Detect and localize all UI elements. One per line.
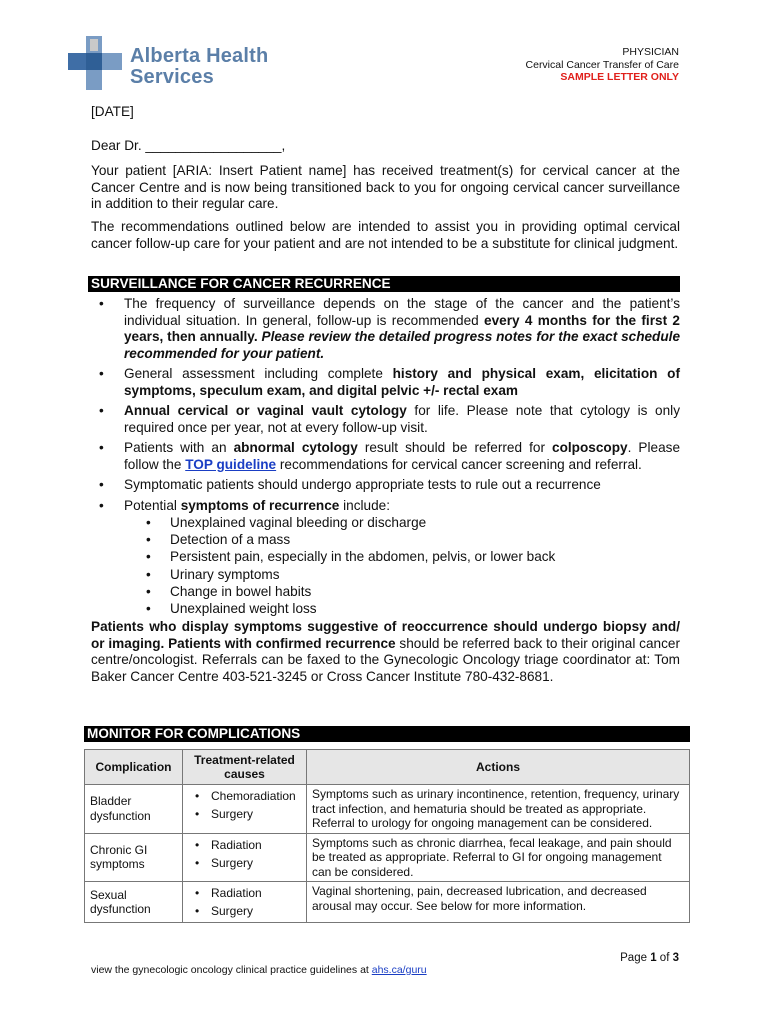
table-row — [85, 882, 690, 923]
table-row — [85, 833, 690, 882]
letter-date: [DATE] — [91, 104, 134, 119]
logo-line2: Services — [130, 66, 214, 88]
letter-para1: Your patient [ARIA: Insert Patient name] has received treatment(s) for cervical cancer at the Cancer Centre and is now being transitioned back to you for ongoing cervical cancer surveillance in addition to their regular care. — [91, 163, 680, 211]
complications-heading: MONITOR FOR COMPLICATIONS — [84, 726, 690, 742]
column-header: Actions — [307, 750, 690, 785]
footer-note: view the gynecologic oncology clinical practice guidelines at ahs.ca/guru — [91, 964, 427, 976]
header-role: PHYSICIAN — [622, 46, 679, 58]
column-header: Complication — [85, 750, 183, 785]
referral-paragraph: Patients who display symptoms suggestive of reoccurrence should undergo biopsy and/ or imaging. Patients with confirmed recurrence should be referred back to their original cancer centre/oncologist. Referrals can be faxed to the Gynecologic Oncology triage coordinator at: Tom Baker Cancer Centre 403-521-3245 or Cross Cancer Institute 780-432-8681. — [91, 619, 680, 684]
table-header-row — [85, 750, 690, 785]
actions-cell: Symptoms such as chronic diarrhea, fecal leakage, and pain should be treated as appropriate. Referral to GI for ongoing management can be considered. — [307, 833, 690, 882]
header-subject: Cervical Cancer Transfer of Care — [525, 58, 679, 71]
complications-table — [84, 749, 690, 923]
surveillance-section — [91, 296, 680, 685]
letter-para2: The recommendations outlined below are intended to assist you in providing optimal cervical cancer follow-up care for your patient and are not intended to be a substitute for clinical judgment. — [91, 219, 680, 251]
actions-cell: Vaginal shortening, pain, decreased lubrication, and decreased arousal may occur. See below for more information. — [307, 882, 690, 923]
causes-cell: • Radiation • Surgery — [183, 833, 307, 882]
symptom-item: • Persistent pain, especially in the abdomen, pelvis, or lower back — [91, 548, 680, 565]
symptom-item: • Detection of a mass — [91, 531, 680, 548]
symptom-item: • Unexplained weight loss — [91, 600, 680, 617]
list-item: • General assessment including complete history and physical exam, elicitation of symptoms, speculum exam, and digital pelvic +/- rectal exam — [91, 366, 680, 399]
logo-line1: Alberta Health — [130, 45, 269, 67]
ahs-cross-icon — [68, 36, 124, 90]
list-item: • Patients with an abnormal cytology result should be referred for colposcopy. Please follow the TOP guideline recommendations for cervical cancer screening and referral. — [91, 440, 680, 473]
ahs-wordmark — [130, 46, 268, 88]
surveillance-heading: SURVEILLANCE FOR CANCER RECURRENCE — [88, 276, 680, 292]
complication-cell: Bladder dysfunction — [85, 785, 183, 834]
actions-cell: Symptoms such as urinary incontinence, retention, frequency, urinary tract infection, and hematuria should be treated as appropriate. Referral to urology for ongoing management can be considered. — [307, 785, 690, 834]
symptom-item: • Change in bowel habits — [91, 583, 680, 600]
symptom-item: • Unexplained vaginal bleeding or discharge — [91, 514, 680, 531]
ahs-logo — [68, 36, 268, 90]
list-item: • Symptomatic patients should undergo appropriate tests to rule out a recurrence — [91, 477, 680, 494]
list-item: • The frequency of surveillance depends on the stage of the cancer and the patient’s individual situation. In general, follow-up is recommended every 4 months for the first 2 years, then annually. Please review the detailed progress notes for the exact schedule recommended for your patient. — [91, 296, 680, 362]
top-guideline-link[interactable]: TOP guideline — [185, 456, 277, 472]
table-row — [85, 785, 690, 834]
causes-cell: • Chemoradiation • Surgery — [183, 785, 307, 834]
causes-cell: • Radiation • Surgery — [183, 882, 307, 923]
header-block — [526, 46, 679, 84]
page-number: Page 1 of 3 — [620, 952, 679, 964]
header-sample-label: SAMPLE LETTER ONLY — [560, 71, 679, 83]
guru-link[interactable]: ahs.ca/guru — [371, 964, 427, 976]
symptoms-list — [91, 514, 680, 617]
surveillance-list — [91, 296, 680, 514]
complication-cell: Sexual dysfunction — [85, 882, 183, 923]
letter-salutation: Dear Dr. __________________, — [91, 138, 286, 153]
symptom-item: • Urinary symptoms — [91, 566, 680, 583]
list-item: • Annual cervical or vaginal vault cytology for life. Please note that cytology is only required once per year, not at every follow-up visit. — [91, 403, 680, 436]
column-header: Treatment-related causes — [183, 750, 307, 785]
list-item: • Potential symptoms of recurrence include: — [91, 498, 680, 515]
complication-cell: Chronic GI symptoms — [85, 833, 183, 882]
